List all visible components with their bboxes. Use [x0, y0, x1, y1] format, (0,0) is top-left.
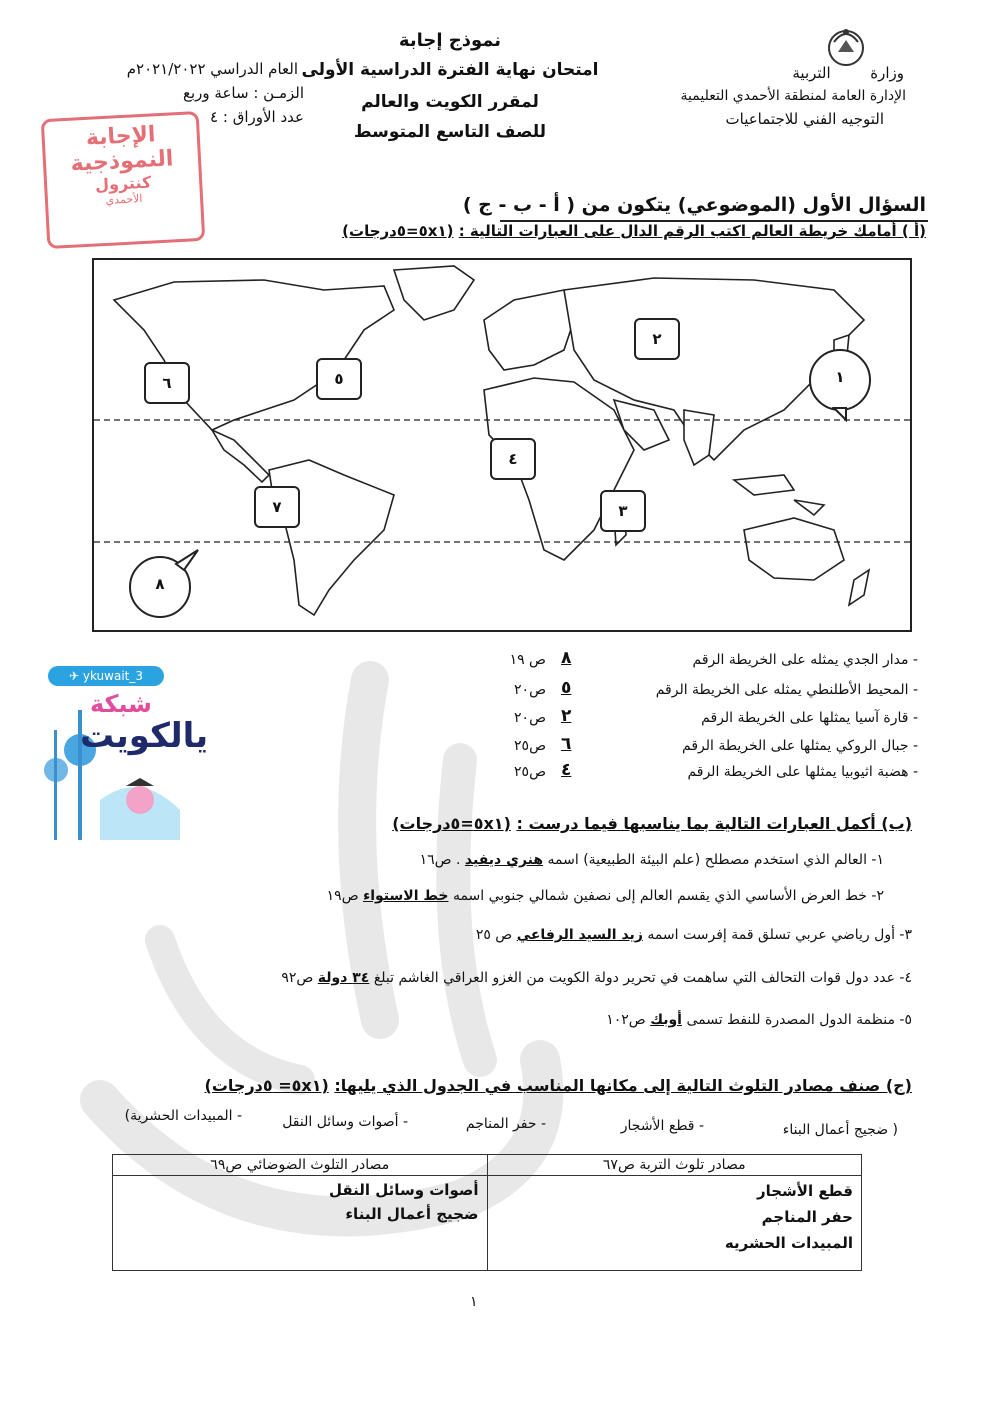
part-b-instruction-text: (ب) أكمل العبارات التالية بما يناسبها فيما درست : [516, 814, 912, 833]
stamp-line4: الأحمدي [105, 192, 143, 207]
part-a-answer-2: ٥ [561, 678, 572, 698]
pollution-table [112, 1154, 862, 1271]
part-a-instruction-text: (أ ) أمامك خريطة العالم اكتب الرقم الدال على العبارات التالية : [458, 222, 926, 240]
part-b-answer-4: ٣٤ دولة [317, 970, 370, 986]
map-label-4: ٤ [490, 438, 536, 480]
table-header-noise: مصادر التلوث الضوضائي ص٦٩ [113, 1155, 488, 1176]
site-name-line1: شبكة [90, 690, 152, 718]
stamp-line1: الإجابة [85, 122, 157, 151]
guidance-name: التوجيه الفني للاجتماعيات [725, 110, 884, 128]
map-label-2: ٢ [634, 318, 680, 360]
part-a-page-4: ص٢٥ [514, 738, 546, 754]
part-a-item-1: - مدار الجدي يمثله على الخريطة الرقم [692, 652, 918, 668]
page-title: نموذج إجابة [398, 30, 502, 51]
part-b-item-3 [476, 927, 912, 943]
question1-title: السؤال الأول (الموضوعي) يتكون من ( أ - ب - ج ) [462, 194, 926, 216]
stamp-line3: كنترول [94, 172, 152, 195]
part-b-item-3-text: ٣- أول رياضي عربي تسلق قمة إفرست اسمه [647, 927, 912, 943]
part-b-item-4 [281, 970, 912, 986]
exam-time: الزمـن : ساعة وربع [183, 84, 304, 102]
soil-answer-3: المبيدات الحشريه [724, 1234, 853, 1252]
ministry-word: وزارة [870, 64, 904, 82]
part-c-option-2: - قطع الأشجار [620, 1118, 704, 1134]
part-b-item-5-text: ٥- منظمة الدول المصدرة للنفط تسمى [686, 1012, 912, 1028]
part-a-page-1: ص ١٩ [509, 652, 546, 668]
soil-answers-cell [487, 1176, 862, 1271]
part-c-option-1: ( ضجيج أعمال البناء [782, 1122, 898, 1138]
stamp-line2: النموذجية [70, 146, 175, 177]
part-a-answer-4: ٦ [561, 734, 572, 754]
grade-name: للصف التاسع المتوسط [353, 122, 547, 142]
map-label-5: ٥ [316, 358, 362, 400]
noise-answer-1: أصوات وسائل النقل [328, 1181, 479, 1199]
map-label-6: ٦ [144, 362, 190, 404]
soil-answer-1: قطع الأشجار [756, 1182, 853, 1200]
site-handle-badge [48, 666, 164, 686]
part-b-answer-3: زيد السيد الرفاعي [516, 927, 643, 943]
part-b-page-1: . ص١٦ [419, 852, 461, 868]
subject-name: لمقرر الكويت والعالم [361, 92, 539, 112]
part-c-option-3: - حفر المناجم [465, 1116, 546, 1132]
part-b-answer-1: هنري ديفيد [464, 852, 544, 868]
part-a-answer-5: ٤ [561, 760, 572, 780]
map-label-3: ٣ [600, 490, 646, 532]
part-a-instruction [342, 222, 926, 240]
part-a-marks: (٥x١=٥درجات) [342, 222, 454, 240]
part-b-page-5: ص١٠٢ [606, 1012, 646, 1028]
part-b-item-1-text: ١- العالم الذي استخدم مصطلح (علم البيئة الطبيعية) اسمه [547, 852, 884, 868]
part-b-marks: (٥x١=٥درجات) [392, 814, 511, 833]
world-map [92, 258, 912, 632]
part-b-item-2-text: ٢- خط العرض الأساسي الذي يقسم العالم إلى نصفين شمالي جنوبي اسمه [452, 888, 884, 904]
table-header-row [113, 1155, 862, 1176]
part-a-page-2: ص٢٠ [514, 682, 546, 698]
map-label-8: ٨ [155, 575, 165, 593]
part-a-item-5: - هضبة اثيوبيا يمثلها على الخريطة الرقم [687, 764, 918, 780]
part-b-item-4-text: ٤- عدد دول قوات التحالف التي ساهمت في تحرير دولة الكويت من الغزو العراقي الغاشم تبلغ [373, 970, 912, 986]
part-a-item-3: - قارة آسيا يمثلها على الخريطة الرقم [701, 710, 918, 726]
part-c-marks: (٥x١= ٥درجات) [204, 1076, 329, 1095]
part-b-page-2: ص١٩ [326, 888, 359, 904]
page-count: عدد الأوراق : ٤ [210, 108, 304, 126]
part-b-item-1 [420, 852, 884, 868]
part-a-page-5: ص٢٥ [514, 764, 546, 780]
part-a-answer-3: ٢ [561, 706, 572, 726]
directorate-name: الإدارة العامة لمنطقة الأحمدي التعليمية [680, 88, 906, 104]
part-b-answer-2: خط الاستواء [363, 888, 449, 904]
soil-answer-2: حفر المناجم [761, 1208, 853, 1226]
part-c-option-5: - المبيدات الحشرية) [124, 1108, 242, 1124]
part-a-item-4: - جبال الروكي يمثلها على الخريطة الرقم [682, 738, 918, 754]
part-b-item-5 [606, 1012, 912, 1028]
model-answer-stamp [41, 111, 206, 249]
site-name-line2: يالكويت [80, 716, 209, 756]
part-c-instruction [205, 1076, 912, 1095]
exam-name: امتحان نهاية الفترة الدراسية الأولى [301, 60, 599, 80]
site-handle: ykuwait_3 [82, 669, 143, 683]
part-b-answer-5: أوبك [650, 1012, 682, 1028]
telegram-icon: ✈ [68, 669, 83, 683]
school-year: العام الدراسي ٢٠٢١/٢٠٢٢م [126, 60, 298, 78]
part-a-page-3: ص٢٠ [514, 710, 546, 726]
part-b-page-3: ص ٢٥ [475, 927, 513, 943]
part-c-instruction-text: (ج) صنف مصادر التلوث التالية إلى مكانها المناسب في الجدول الذي يليها: [334, 1076, 912, 1095]
part-b-instruction [392, 814, 912, 833]
map-label-7: ٧ [254, 486, 300, 528]
map-label-1: ١ [835, 368, 845, 386]
table-row [113, 1176, 862, 1271]
part-b-page-4: ص٩٢ [281, 970, 314, 986]
page-number: ١ [470, 1294, 478, 1310]
part-b-item-2 [327, 888, 884, 904]
emblem-icon [822, 22, 870, 70]
noise-answers-cell [113, 1176, 488, 1271]
table-header-soil: مصادر تلوث التربة ص٦٧ [487, 1155, 862, 1176]
site-logo [40, 690, 209, 850]
noise-answer-2: ضجيج أعمال البناء [345, 1205, 479, 1223]
part-c-option-4: - أصوات وسائل النقل [282, 1114, 408, 1130]
part-a-answer-1: ٨ [561, 648, 572, 668]
part-a-item-2: - المحيط الأطلنطي يمثله على الخريطة الرقم [655, 682, 918, 698]
education-word: التربية [792, 64, 831, 82]
